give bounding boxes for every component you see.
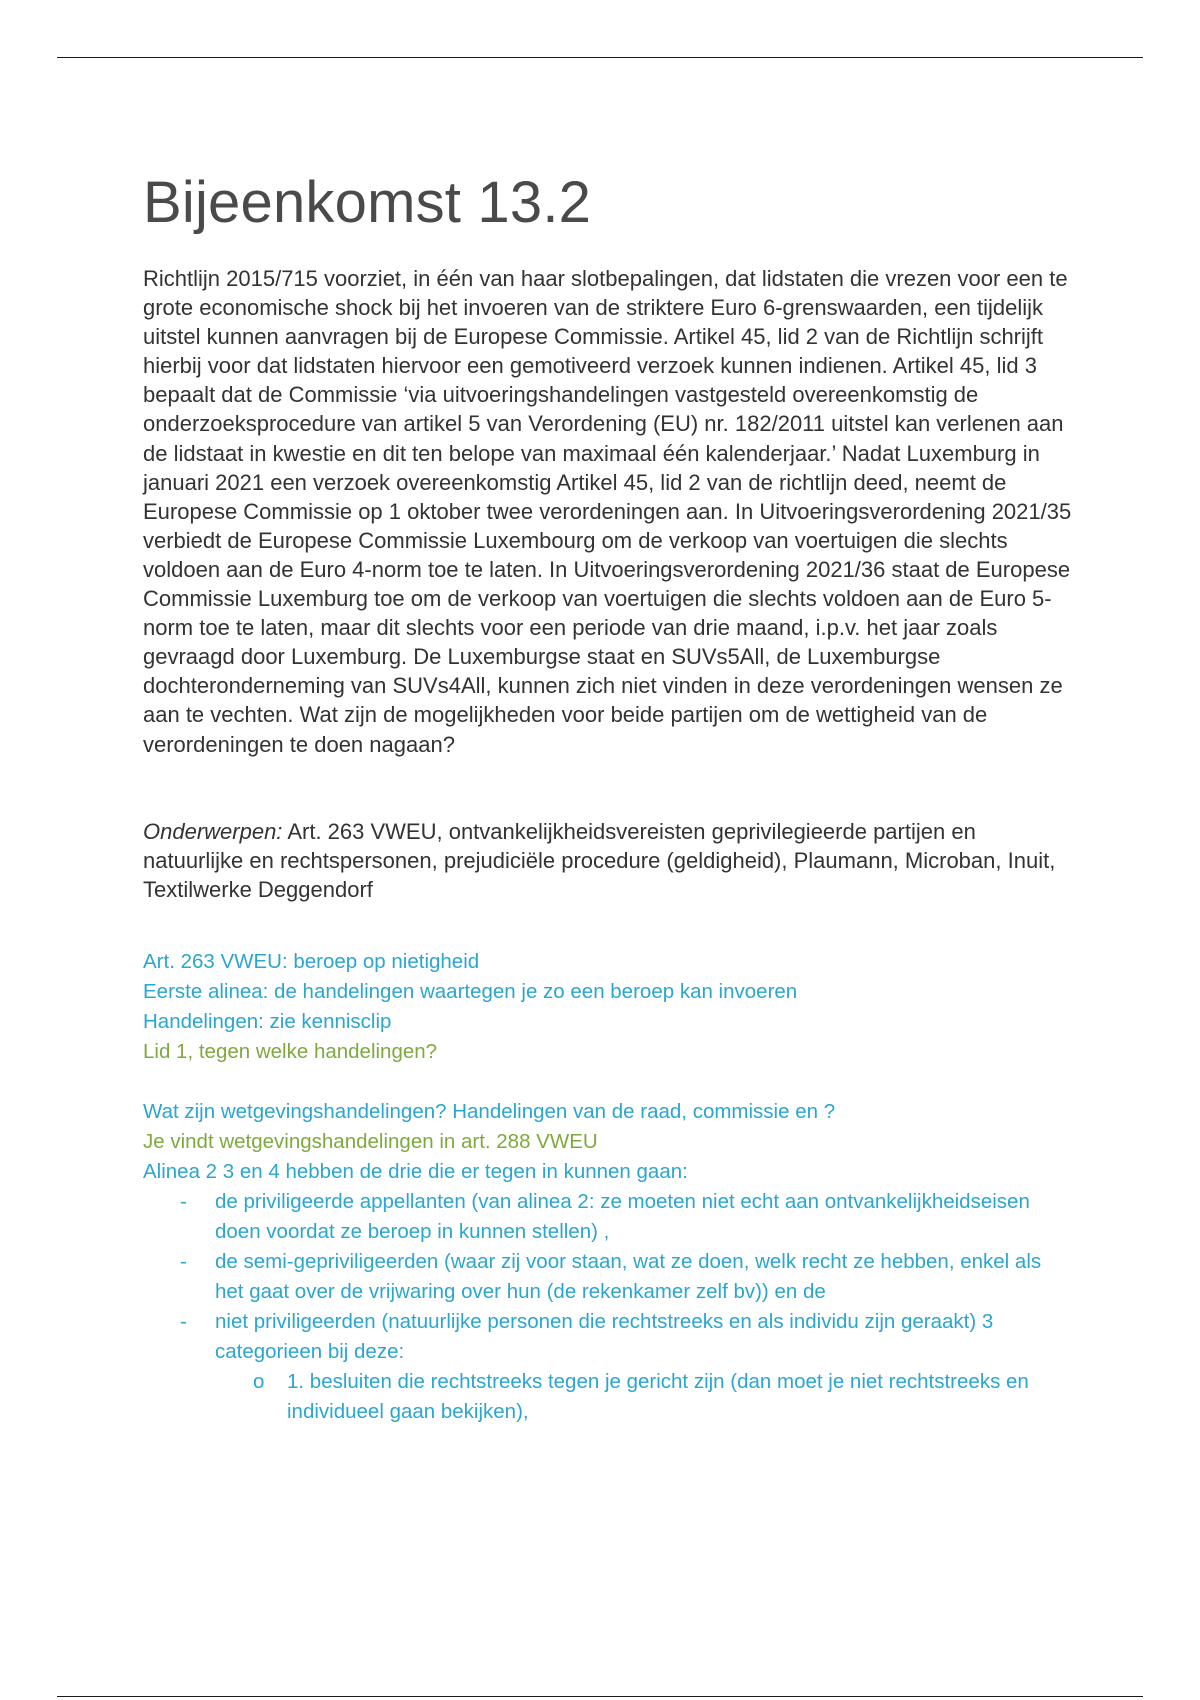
note-line: Eerste alinea: de handelingen waartegen je zo een beroep kan invoeren [143,979,798,1003]
list-item-text: de priviligeerde appellanten (van alinea 2: ze moeten niet echt aan ontvankelijkheidseisen doen voordat ze beroep in kunnen stellen) , [215,1189,1030,1243]
dash-bullet: - [180,1249,187,1273]
list-item-text: de semi-gepriviligeerden (waar zij voor staan, wat ze doen, welk recht ze hebben, enkel als het gaat over de vrijwaring over hun (de rekenkamer zelf bv)) en de [215,1249,1042,1303]
header-rule [57,57,1143,58]
note-line: Wat zijn wetgevingshandelingen? Handelingen van de raad, commissie en ? [143,1099,836,1123]
lecture-notes [143,947,1073,1427]
dash-bullet: - [180,1189,187,1213]
list-item [143,1307,1073,1427]
list-item [143,1187,1073,1247]
appellant-list [143,1187,1073,1427]
note-line: Art. 263 VWEU: beroep op nietigheid [143,949,480,973]
category-list [215,1367,1073,1427]
topics-label: Onderwerpen: [143,818,283,844]
note-line: Alinea 2 3 en 4 hebben de drie die er tegen in kunnen gaan: [143,1159,688,1183]
dash-bullet: - [180,1309,187,1333]
document-body [143,168,1073,1427]
case-paragraph: Richtlijn 2015/715 voorziet, in één van haar slotbepalingen, dat lidstaten die vrezen voor een te grote economische shock bij het invoeren van de striktere Euro 6-grenswaarden, een tijdelijk uitstel kunnen aanvragen bij de Europese Commissie. Artikel 45, lid 2 van de Richtlijn schrijft hierbij voor dat lidstaten hiervoor een gemotiveerd verzoek kunnen indienen. Artikel 45, lid 3 bepaalt dat de Commissie ‘via uitvoeringshandelingen vastgesteld overeenkomstig de onderzoeksprocedure van artikel 5 van Verordening (EU) nr. 182/2011 uitstel kan verlenen aan de lidstaat in kwestie en dit ten belope van maximaal één kalenderjaar.’ Nadat Luxemburg in januari 2021 een verzoek overeenkomstig Artikel 45, lid 2 van de richtlijn deed, neemt de Europese Commissie op 1 oktober twee verordeningen aan. In Uitvoeringsverordening 2021/35 verbiedt de Europese Commissie Luxembourg om de verkoop van voertuigen die slechts voldoen aan de Euro 4-norm toe te laten. In Uitvoeringsverordening 2021/36 staat de Europese Commissie Luxemburg toe om de verkoop van voertuigen die slechts voldoen aan de Euro 5-norm toe te laten, maar dit slechts voor een periode van drie maand, i.p.v. het jaar zoals gevraagd door Luxemburg. De Luxemburgse staat en SUVs5All, de Luxemburgse dochteronderneming van SUVs4All, kunnen zich niet vinden in deze verordeningen wensen ze aan te vechten. Wat zijn de mogelijkheden voor beide partijen om de wettigheid van de verordeningen te doen nagaan? [143,266,1072,757]
list-item [215,1367,1073,1427]
list-item-text: 1. besluiten die rechtstreeks tegen je gericht zijn (dan moet je niet rechtstreeks en individueel gaan bekijken), [287,1369,1029,1423]
topics-text: Art. 263 VWEU, ontvankelijkheidsvereisten geprivilegieerde partijen en natuurlijke en rechtspersonen, prejudiciële procedure (geldigheid), Plaumann, Microban, Inuit, Textilwerke Deggendorf [143,818,1056,902]
page-title: Bijeenkomst 13.2 [143,170,592,235]
topics-paragraph [143,817,1073,904]
list-item [143,1247,1073,1307]
note-line: Handelingen: zie kennisclip [143,1009,392,1033]
note-line: Lid 1, tegen welke handelingen? [143,1039,438,1063]
circle-bullet: o [253,1369,265,1393]
note-line: Je vindt wetgevingshandelingen in art. 288 VWEU [143,1129,598,1153]
footer-rule [57,1696,1143,1697]
list-item-text: niet priviligeerden (natuurlijke personen die rechtstreeks en als individu zijn geraakt) 3 categorieen bij deze: [215,1309,994,1363]
spacer [143,1067,1073,1097]
